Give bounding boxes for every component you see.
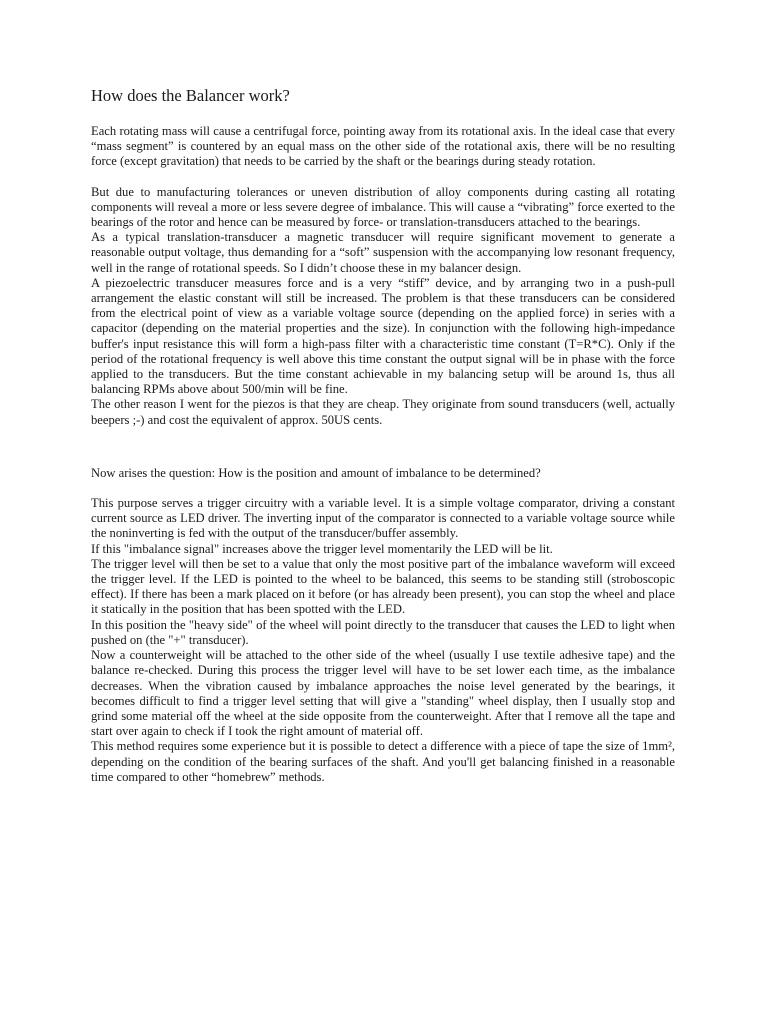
paragraph-centrifugal-force: Each rotating mass will cause a centrifugal force, pointing away from its rotational axis. In the ideal case that every “mass segment” is countered by an equal mass on the other side of the rotational axis, there will be no resulting force (except gravitation) that needs to be carried by the shaft or the bearings during steady rotation. xyxy=(91,124,675,169)
paragraph-heavy-side: In this position the "heavy side" of the wheel will point directly to the transducer that causes the LED to light when pushed on (the "+" transducer). xyxy=(91,617,675,647)
paragraph-gap xyxy=(91,481,675,496)
document-page xyxy=(91,86,675,785)
paragraph-method-experience: This method requires some experience but it is possible to detect a difference with a piece of tape the size of 1mm², depending on the condition of the bearing surfaces of the shaft. And you'll get balancing finished in a reasonable time compared to other “homebrew” methods. xyxy=(91,739,675,784)
paragraph-trigger-level: The trigger level will then be set to a value that only the most positive part of the imbalance waveform will exceed the trigger level. If the LED is pointed to the wheel to be balanced, this seems to be standing still (stroboscopic effect). If there has been a mark placed on it before (or has already been present), you can stop the wheel and place it statically in the position that has been spotted with the LED. xyxy=(91,556,675,617)
page-title: How does the Balancer work? xyxy=(91,86,290,105)
paragraph-counterweight: Now a counterweight will be attached to the other side of the wheel (usually I use textile adhesive tape) and the balance re-checked. During this process the trigger level will have to be set lower each time, as the imbalance decreases. When the vibration caused by imbalance approaches the noise level generated by the bearings, it becomes difficult to find a trigger level setting that will give a "standing" wheel display, then I usually stop and grind some material off the wheel at the side opposite from the counterweight. After that I remove all the tape and start over again to check if I took the right amount of material off. xyxy=(91,648,675,739)
paragraph-gap xyxy=(91,451,675,466)
paragraph-piezoelectric-transducer: A piezoelectric transducer measures force and is a very “stiff” device, and by arranging two in a push-pull arrangement the elastic constant will still be increased. The problem is that these transducers can be considered from the electrical point of view as a variable voltage source (depending on the applied force) in series with a capacitor (depending on the material properties and the size). In conjunction with the following high-impedance buffer's input resistance this will form a high-pass filter with a characteristic time constant (T=R*C). Only if the period of the rotational frequency is well above this time constant the output signal will be in phase with the force applied to the transducers. But the time constant achievable in my balancing setup will be around 1s, thus all balancing RPMs above about 500/min will be fine. xyxy=(91,275,675,397)
paragraph-imbalance: But due to manufacturing tolerances or uneven distribution of alloy components during casting all rotating components will reveal a more or less severe degree of imbalance. This will cause a “vibrating” force exerted to the bearings of the rotor and hence can be measured by force- or translation-transducers attached to the bearings. xyxy=(91,184,675,230)
paragraph-trigger-circuitry: This purpose serves a trigger circuitry with a variable level. It is a simple voltage comparator, driving a constant current source as LED driver. The inverting input of the comparator is connected to a variable voltage source while the noninverting is fed with the output of the transducer/buffer assembly. xyxy=(91,496,675,541)
paragraph-question: Now arises the question: How is the position and amount of imbalance to be determined? xyxy=(91,465,541,480)
paragraph-gap xyxy=(91,170,675,185)
paragraph-piezo-cost: The other reason I went for the piezos is that they are cheap. They originate from sound transducers (well, actually beepers ;-) and cost the equivalent of approx. 50US cents. xyxy=(91,397,675,427)
paragraph-gap xyxy=(91,428,675,451)
paragraph-led-lit: If this "imbalance signal" increases above the trigger level momentarily the LED will be lit. xyxy=(91,541,553,556)
paragraph-magnetic-transducer: As a typical translation-transducer a magnetic transducer will require significant movement to generate a reasonable output voltage, thus demanding for a “soft” suspension with the accompanying low resonant frequency, well in the range of rotational speeds. So I didn’t choose these in my balancer design. xyxy=(91,230,675,275)
